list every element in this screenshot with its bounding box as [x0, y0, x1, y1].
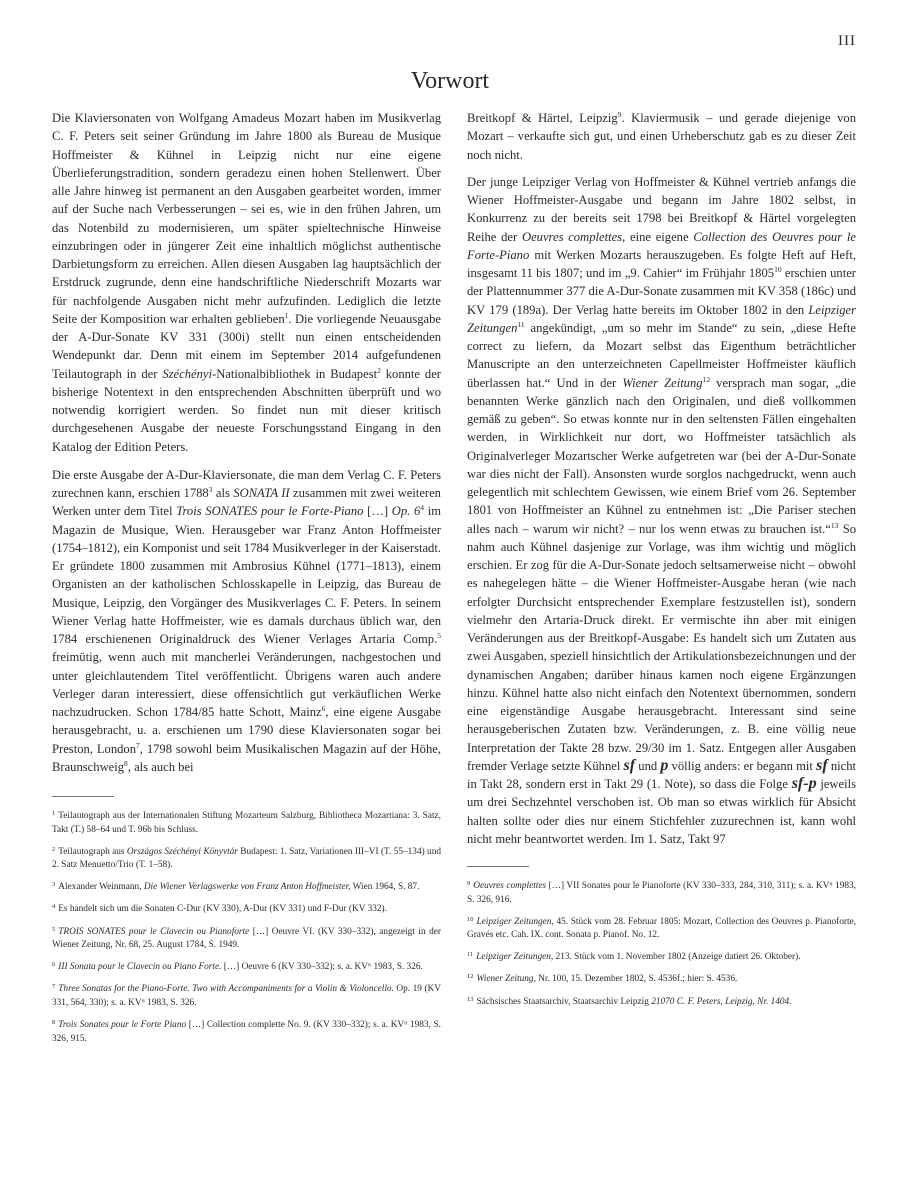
- footnote: $^{10}$ Leipziger Zeitungen, 45. Stück vom 28. Februar 1805: Mozart, Collection des Oeuvres p. Pianoforte, Gravés etc. Cah. IX. cont. Sonata p. Pianof. No. 12.: [467, 915, 856, 941]
- dynamic-mark-sf: sf: [816, 756, 828, 774]
- dynamic-mark-sf-p: sf-p: [791, 775, 817, 792]
- footnote: $^{13}$ Sächsisches Staatsarchiv, Staatsarchiv Leipzig 21070 C. F. Peters, Leipzig, Nr. 1404.: [467, 995, 792, 1007]
- footnote-divider: [52, 796, 114, 797]
- paragraph: Die erste Ausgabe der A-Dur-Klaviersonate, die man dem Verlag C. F. Peters zurechnen kann, erschien 1788$^3$ als SONATA II zusammen mit zwei weiteren Werken unter dem Titel Trois SONATES pour le Forte-Piano […] Op. $6^4$ im Magazin de Musique, Wien. Herausgeber war Franz Anton Hoffmeister (1754–1812), ein Komponist und seit 1784 Musikverleger in der Kaiserstadt. Er gründete 1800 zusammen mit Ambrosius Kühnel (1771–1813), einem Organisten an der katholischen Schlosskapelle in Leipzig, das Bureau de Musique, Leipzig, den Vorgänger des Musikverlages C. F. Peters. In seinem Wiener Verlag hatte Hoffmeister, wie es damals durchaus üblich war, den 1784 erschienenen Originaldruck des Wiener Verlages Artaria Comp.$^5$ freimütig, wenn auch mit mancherlei Veränderungen, nachgestochen und unter gleichlautendem Titel veröffentlicht. Übrigens waren auch andere Verleger daran interessiert, diese offensichtlich gut verkäuflichen Werke nachzudrucken. Schon 1784/85 hatte Schott, Mainz$^6$, eine eigene Ausgabe herausgebracht, u. a. erschienen um 1790 diese Klaviersonaten sogar bei Preston, London$^7$, 1798 sowohl beim Musikalischen Magazin auf der Höhe, Braunschweig$^8$, als auch bei: [52, 467, 442, 774]
- footnote-ref: 2: [377, 365, 381, 375]
- footnote-ref: 7: [136, 740, 140, 750]
- footnote-ref: 11: [517, 319, 525, 329]
- right-column: [467, 109, 856, 1015]
- footnote-ref: 4: [420, 503, 425, 513]
- paragraph: Der junge Leipziger Verlag von Hoffmeister & Kühnel vertrieb anfangs die Wiener Hoffmeister-Ausgabe und begann im Jahre 1802 selbst, in Konkurrenz zu der bereits seit 1798 bei Breitkopf & Härtel vorgelegten Reihe der Oeuvres complettes, eine eigene Collection des Oeuvres pour le Forte-Piano mit Werken Mozarts herauszugeben. Es folgte Heft auf Heft, insgesamt 11 bis 1807; und im „9. Cahier“ im Frühjahr 1805$^{10}$ erschien unter der Plattennummer 377 die A-Dur-Sonate zusammen mit KV 358 (186c) und KV 179 (189a). Der Verlag hatte bereits im Oktober 1802 in den Leipziger Zeitungen$^{11}$ angekündigt, „um so mehr im Stande“ zu sein, „diese Hefte correct zu liefern, da Mozart selbst das Eigenthum beträchtlicher Manuscripte an den unterzeichneten Capellmeister Hoffmeister käuflich überlassen hat.“ Und in der Wiener Zeitung$^{12}$ versprach man sogar, „die benannten Werke gänzlich nach den Originalen, und dieß vollkommen gemäß zu geben“. So etwas konnte nur in den seltensten Fällen eingehalten werden, in Wirklichkeit nur dort, wo Hoffmeister tatsächlich als Originalverleger Mozartscher Werke aufgetreten war (bei der A-Dur-Sonate war dies nicht der Fall). Ansonsten wurde sorglos nachgedruckt, wenn auch gelegentlich mit schlechtem Gewissen, wie einem Brief vom 26. September 1801 von Hoffmeister an Kühnel zu entnehmen ist: „Die Pariser stechen alles nach – warum wir nicht? – nur los wenn etwas zu brauchen ist.“$^{13}$ So nahm auch Kühnel dasjenige zur Vorlage, was ihm wichtig und möglich erschien. Er zog für die A-Dur-Sonate jedoch seltsamerweise nicht – obwohl es nahegelegen hätte – die Wiener Hoffmeister-Ausgabe heran (wie nach erfolgter Durchsicht entsprechender Exemplare festzustellen ist), sondern vielmehr den Artaria-Druck direkt. Er vermischte ihn aber mit einigen Veränderungen aus der Breitkopf-Ausgabe: Es handelt sich um Zutaten aus zwei Ausgaben, speziell hinsichtlich der Artikulationsbezeichnungen und der dynamischen Angaben; darüber hinaus kamen noch eigene Ergänzungen hinzu. Kühnel hatte also nicht einfach den Notentext übernommen, sondern eine eigenständige Ausgabe herausgebracht. Interessant sind seine herausgeberischen Zutaten bzw. Veränderungen, z. B. eine völlig neue Interpretation der Takte 28 bzw. 29/30 im 1. Satz. Entgegen aller Ausgaben fremder Verlage setzte Kühnel sf und p völlig anders: er begann mit sf nicht in Takt 28, sondern erst in Takt 29 (1. Note), so dass die Folge sf-p jeweils um drei Sechzehntel verschoben ist. Ob man so etwas wirklich für Absicht halten sollte oder dies nur einem Stichfehler zuzurechnen ist, kann wohl nicht mehr beantwortet werden. Im 1. Satz, Takt 97: [467, 174, 857, 846]
- dynamic-mark-sf: sf: [623, 756, 636, 774]
- footnote: $^1$ Teilautograph aus der Internationalen Stiftung Mozarteum Salzburg, Bibliotheca Mozartiana: 3. Satz, Takt (T.) 58–64 und T. 96b bis Schluss.: [52, 810, 441, 835]
- footnote: $^4$ Es handelt sich um die Sonaten C-Dur (KV 330), A-Dur (KV 331) und F-Dur (KV 332).: [52, 903, 387, 915]
- footnotes: [467, 877, 856, 1009]
- footnote: $^7$ Three Sonatas for the Piano-Forte. Two with Accompaniments for a Violin & Violoncello. Op. 19 (KV 331, 564, 330); s. a. KV⁶ 1983, S. 326.: [52, 983, 441, 1008]
- footnote-divider: [467, 866, 529, 867]
- footnote-ref: 3: [208, 485, 213, 494]
- dynamic-mark-p: p: [660, 756, 669, 774]
- footnote: $^5$ TROIS SONATES pour le Clavecin ou Pianoforte […] Oeuvre VI. (KV 330–332), angezeigt in der Wiener Zeitung, Nr. 68, 25. August 1784, S. 1949.: [52, 925, 441, 951]
- footnote-ref: 13: [830, 520, 839, 530]
- page-title: Vorwort: [410, 68, 490, 94]
- footnote-ref: 10: [774, 265, 782, 274]
- footnote-ref: 6: [321, 704, 326, 713]
- footnote: $^9$ Oeuvres complettes […] VII Sonates pour le Pianoforte (KV 330–333, 284, 310, 311); s. a. KV⁶ 1983, S. 326, 916.: [467, 880, 856, 905]
- footnote-ref: 12: [702, 374, 711, 384]
- page-number: III: [838, 33, 856, 49]
- footnote: $^8$ Trois Sonates pour le Forte Piano […] Collection complette No. 9. (KV 330–332); s. a. KV⁶ 1983, S. 326, 915.: [52, 1019, 441, 1044]
- footnote: $^3$ Alexander Weinmann, Die Wiener Verlagswerke von Franz Anton Hoffmeister, Wien 1964, S. 87.: [52, 881, 420, 893]
- left-column: [52, 109, 441, 1052]
- paragraph: Die Klaviersonaten von Wolfgang Amadeus Mozart haben im Musikverlag C. F. Peters seit seiner Gründung im Jahre 1800 als Bureau de Musique Hoffmeister & Kühnel in Leipzig nicht nur eine eigene Überlieferungstradition, sondern geradezu einen hohen Stellenwert. Über alle Jahre hinweg ist permanent an den Ausgaben gearbeitet worden, immer auf der Suche nach Verbesserungen – sei es, wie in den frühen Jahren, um das Notenbild zu modernisieren, um später spieltechnische Hinweise einzubringen oder in jüngerer Zeit eine inhaltlich möglichst authentische Darbietungsform zu erreichen. Allen diesen Ausgaben lag hauptsächlich der Erstdruck zugrunde, denn eine handschriftliche Niederschrift Mozarts war für nachfolgende Ausgaben nicht mehr aufzufinden. Lediglich die letzte Seite der Komposition war erhalten geblieben$^1$. Die vorliegende Neuausgabe der A-Dur-Sonate KV 331 (300i) stellt nun einen entscheidenden Wendepunkt dar. Denn mit einem im September 2014 aufgefundenen Teilautograph in der Széchényi-Nationalbibliothek in Budapest$^2$ konnte der bisherige Notentext in den entsprechenden Abschnitten überprüft und wo notwendig korrigiert werden. So findet nun mit dieser kritisch durchgesehenen Ausgabe der neueste Forschungsstand Eingang in den Katalog der Edition Peters.: [52, 111, 442, 454]
- footnote: $^{12}$ Wiener Zeitung, Nr. 100, 15. Dezember 1802, S. 4536f.; hier: S. 4536.: [467, 973, 738, 985]
- footnote-ref: 8: [124, 758, 128, 768]
- footnote: $^2$ Teilautograph aus Országos Széchényi Könyvtár Budapest: 1. Satz, Variationen III–VI (T. 55–134) und 2. Satz Menuetto/Trio (T. 1–58).: [52, 845, 441, 871]
- footnotes: [52, 807, 441, 1046]
- footnote: $^6$ III Sonata pour le Clavecin ou Piano Forte. […] Oeuvre 6 (KV 330–332); s. a. KV⁶ 1983, S. 326.: [52, 961, 423, 973]
- footnote-ref: 5: [437, 631, 441, 640]
- paragraph: Breitkopf & Härtel, Leipzig$^9$. Klaviermusik – und gerade diejenige von Mozart – verkaufte sich gut, und einen Urheberschutz gab es zu dieser Zeit noch nicht.: [467, 110, 856, 162]
- footnote-ref: 9: [617, 110, 622, 119]
- footnote-ref: 1: [284, 310, 289, 320]
- footnote: $^{11}$ Leipziger Zeitungen, 213. Stück vom 1. November 1802 (Anzeige datiert 26. Oktober).: [467, 951, 801, 963]
